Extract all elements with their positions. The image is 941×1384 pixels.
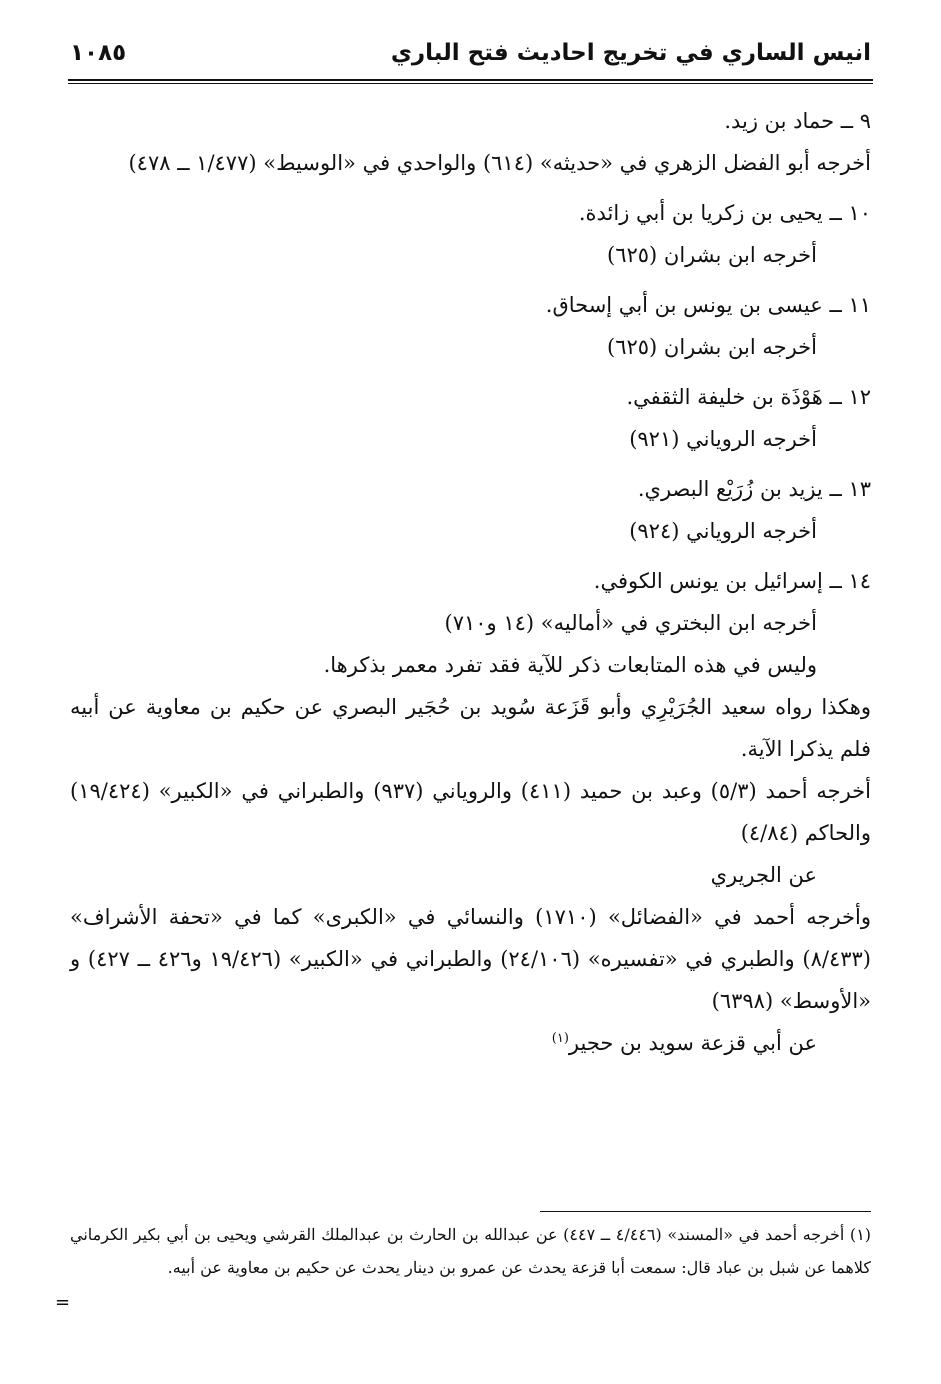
page-number: ١٠٨٥ <box>70 40 127 66</box>
commentary-paragraph: وهكذا رواه سعيد الجُرَيْرِي وأبو قَزَعة سُويد بن حُجَير البصري عن حكيم بن معاوية عن أبيه فلم يذكرا الآية. <box>70 695 871 761</box>
citation-line: أخرجه أبو الفضل الزهري في «حديثه» (٦١٤) والواحدي في «الوسيط» (١/٤٧٧ ــ ٤٧٨) <box>128 151 871 175</box>
header-rule-thin <box>68 83 873 84</box>
footnote-reference[interactable]: (١) <box>551 1031 569 1046</box>
footnotes <box>70 1218 871 1284</box>
item-heading: ٩ ــ حماد بن زيد. <box>724 109 871 133</box>
citation-line: أخرجه الروياني (٩٢١) <box>629 427 817 451</box>
footnote-separator <box>540 1211 871 1212</box>
running-header-title: انيس الساري في تخريج احاديث فتح الباري <box>390 40 871 66</box>
item-heading: ١١ ــ عيسى بن يونس بن أبي إسحاق. <box>545 293 871 317</box>
citation-line: أخرجه ابن البختري في «أماليه» (١٤ و٧١٠) <box>444 611 817 635</box>
header-rule <box>68 79 873 81</box>
commentary-paragraph: وليس في هذه المتابعات ذكر للآية فقد تفرد معمر بذكرها. <box>323 653 817 677</box>
item-heading: ١٣ ــ يزيد بن زُرَيْع البصري. <box>637 477 871 501</box>
footnote-continuation-mark: = <box>55 1292 71 1313</box>
citation-paragraph: وأخرجه أحمد في «الفضائل» (١٧١٠) والنسائي في «الكبرى» كما في «تحفة الأشراف» (٨/٤٣٣) والطبري في «تفسيره» (٢٤/١٠٦) والطبراني في «الكبير» (١٩/٤٢٦ و٤٢٦ ــ ٤٢٧) و «الأوسط» (٦٣٩٨) <box>70 905 871 1013</box>
footnote-text: (١) أخرجه أحمد في «المسند» (٤/٤٤٦ ــ ٤٤٧) عن عبدالله بن الحارث بن عبدالملك القرشي ويحيى بن أبي بكير الكرماني كلاهما عن شبل بن عباد قال: سمعت أبا قزعة يحدث عن عمرو بن دينار يحدث عن حكيم بن معاوية عن أبيه. <box>70 1225 872 1277</box>
item-heading: ١٢ ــ هَوْذَة بن خليفة الثقفي. <box>626 385 871 409</box>
narrator-line <box>70 1022 871 1064</box>
main-text <box>70 100 871 1064</box>
narrator-text: عن أبي قزعة سويد بن حجير <box>568 1031 817 1055</box>
citation-line: أخرجه الروياني (٩٢٤) <box>629 519 817 543</box>
item-heading: ١٤ ــ إسرائيل بن يونس الكوفي. <box>593 569 871 593</box>
citation-paragraph: أخرجه أحمد (٥/٣) وعبد بن حميد (٤١١) والروياني (٩٣٧) والطبراني في «الكبير» (١٩/٤٢٤) والحاكم (٤/٨٤) <box>70 779 871 845</box>
item-heading: ١٠ ــ يحيى بن زكريا بن أبي زائدة. <box>578 201 871 225</box>
citation-line: أخرجه ابن بشران (٦٢٥) <box>607 243 817 267</box>
narrator-line: عن الجريري <box>710 863 817 887</box>
citation-line: أخرجه ابن بشران (٦٢٥) <box>607 335 817 359</box>
